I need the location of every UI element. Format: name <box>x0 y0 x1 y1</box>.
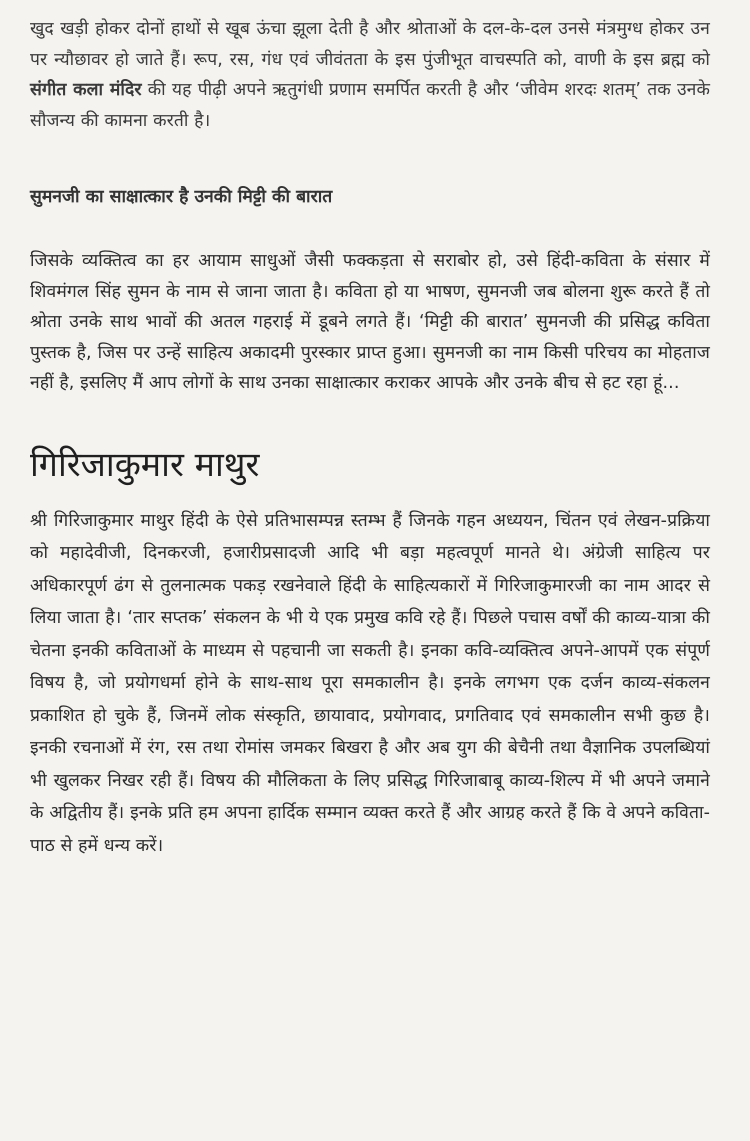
intro-bold-text: संगीत कला मंदिर <box>30 80 142 100</box>
suman-heading: सुमनजी का साक्षात्कार है उनकी मिट्टी की बारात <box>30 187 333 207</box>
intro-paragraph <box>30 14 710 136</box>
intro-text-end: की यह पीढ़ी अपने ऋतुगंधी प्रणाम समर्पित करती है और ‘जीवेम शरदः शतम्’ तक उनके सौजन्य की कामना करती है। <box>30 80 710 131</box>
intro-text-start: खुद खड़ी होकर दोनों हाथों से खूब ऊंचा झूला देती है और श्रोताओं के दल-के-दल उनसे मंत्रमुग्ध होकर उन पर न्यौछावर हो जाते हैं। रूप, रस, गंध एवं जीवंतता के इस पुंजीभूत वाचस्पति को, वाणी के इस ब्रह्म को <box>30 19 710 70</box>
girija-paragraph: श्री गिरिजाकुमार माथुर हिंदी के ऐसे प्रतिभासम्पन्न स्तम्भ हैं जिनके गहन अध्ययन, चिंतन एवं लेखन-प्रक्रिया को महादेवीजी, दिनकरजी, हजारीप्रसादजी आदि भी बड़ा महत्वपूर्ण मानते थे। अंग्रेजी साहित्य पर अधिकारपूर्ण ढंग से तुलनात्मक पकड़ रखनेवाले हिंदी के साहित्यकारों में गिरिजाकुमारजी का नाम आदर से लिया जाता है। ‘तार सप्तक’ संकलन के भी ये एक प्रमुख कवि रहे हैं। पिछले पचास वर्षों की काव्य-यात्रा की चेतना इनकी कविताओं के माध्यम से पहचानी जा सकती है। इनका कवि-व्यक्तित्व अपने-आपमें एक संपूर्ण विषय है, जो प्रयोगधर्मा होने के साथ-साथ पूरा समकालीन है। इनके लगभग एक दर्जन काव्य-संकलन प्रकाशित हो चुके हैं, जिनमें लोक संस्कृति, छायावाद, प्रयोगवाद, प्रगतिवाद एवं समकालीन सभी कुछ है। इनकी रचनाओं में रंग, रस तथा रोमांस जमकर बिखरा है और अब युग की बेचैनी तथा वैज्ञानिक उपलब्धियां भी खुलकर निखर रही हैं। विषय की मौलिकता के लिए प्रसिद्ध गिरिजाबाबू काव्य-शिल्प में भी अपने जमाने के अद्वितीय हैं। इनके प्रति हम अपना हार्दिक सम्मान व्यक्त करते हैं और आग्रह करते हैं कि वे अपने कविता-पाठ से हमें धन्य करें। <box>30 510 710 856</box>
girija-section-title: गिरिजाकुमार माथुर <box>30 444 260 485</box>
suman-paragraph: जिसके व्यक्तित्व का हर आयाम साधुओं जैसी फक्कड़ता से सराबोर हो, उसे हिंदी-कविता के संसार में शिवमंगल सिंह सुमन के नाम से जाना जाता है। कविता हो या भाषण, सुमनजी जब बोलना शुरू करते हैं तो श्रोता उनके साथ भावों की अतल गहराई में डूबने लगते हैं। ‘मिट्टी की बारात’ सुमनजी की प्रसिद्ध कविता पुस्तक है, जिस पर उन्हें साहित्य अकादमी पुरस्कार प्राप्त हुआ। सुमनजी का नाम किसी परिचय का मोहताज नहीं है, इसलिए मैं आप लोगों के साथ उनका साक्षात्कार कराकर आपके और उनके बीच से हट रहा हूं... <box>30 251 710 393</box>
